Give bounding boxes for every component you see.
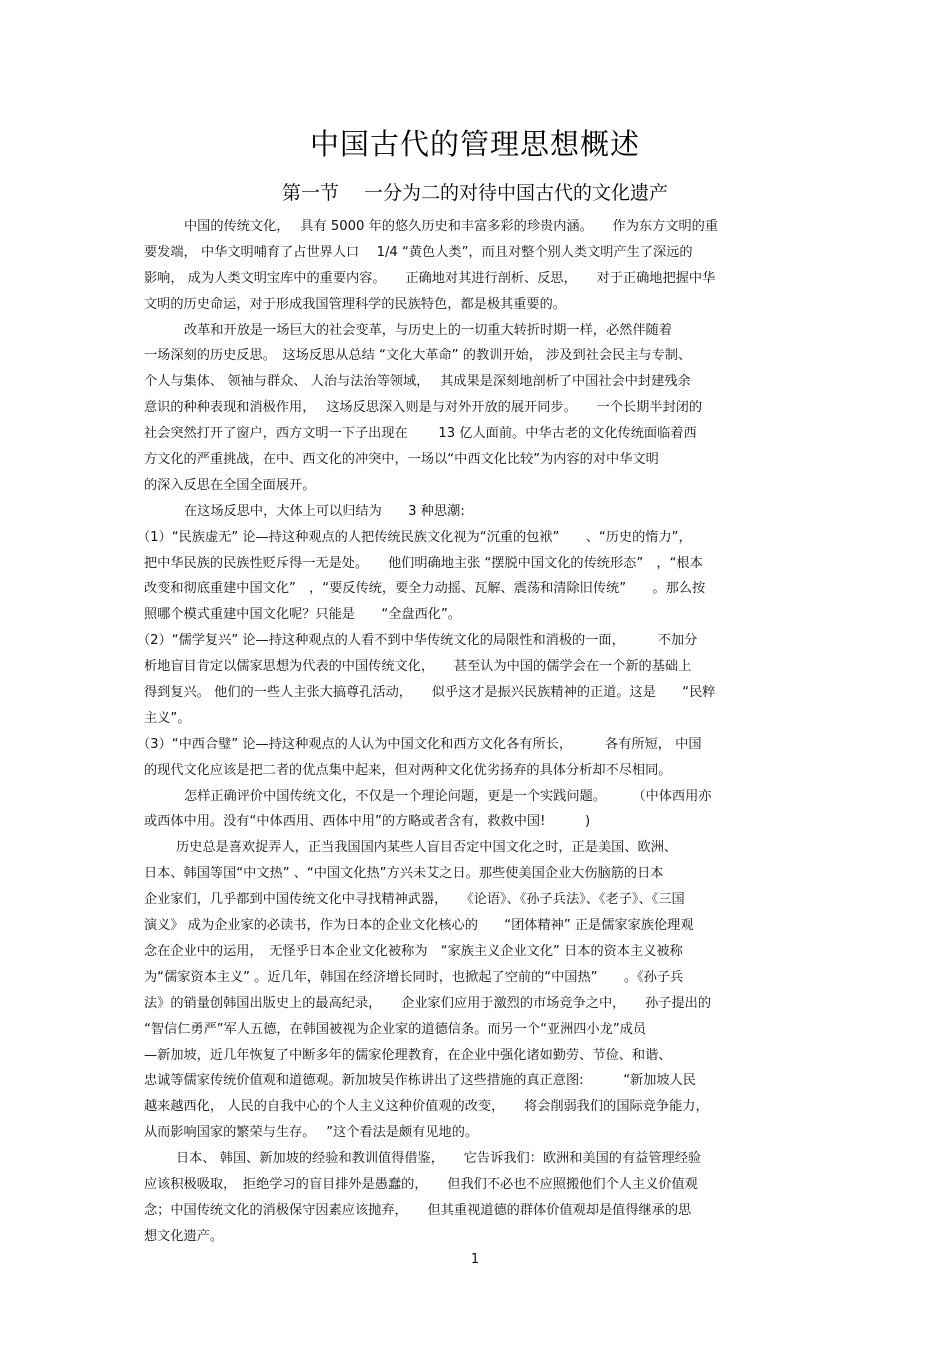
text-line: 中国的传统文化， 具有 5000 年的悠久历史和丰富多彩的珍贵内涵。 作为东方文明的重 — [184, 219, 719, 234]
text-line: 析地盲目肯定以儒家思想为代表的中国传统文化， 甚至认为中国的儒学会在一个新的基础上 — [144, 659, 692, 675]
text-line: 得到复兴。 他们的一些人主张大搞尊孔活动， 似乎这才是振兴民族精神的正道。这是 “民粹 — [144, 685, 716, 701]
text-line: 或西体中用。没有“中体西用、西体中用”的方略或者含有，救救中国! ) — [144, 814, 591, 830]
text-line: 从而影响国家的繁荣与生存。 ”这个看法是颇有见地的。 — [144, 1125, 479, 1141]
text-line: 为“儒家资本主义” 。近几年，韩国在经济增长同时，也掀起了空前的“中国热” 。《孙子兵 — [144, 969, 684, 985]
text-line: 照哪个模式重建中国文化呢？只能是 “全盘西化”。 — [144, 607, 461, 623]
text-line: 的深入反思在全国全面展开。 — [144, 477, 316, 493]
text-line: 社会突然打开了窗户，西方文明一下子出现在 13 亿人面前。中华古老的文化传统面临着西 — [144, 426, 697, 442]
text-line: 法》的销量创韩国出版史上的最高纪录， 企业家们应用于激烈的市场竞争之中， 孙子提出的 — [144, 995, 712, 1011]
text-line: 改变和彻底重建中国文化” ，“要反传统，要全力动摇、瓦解、震荡和清除旧传统” 。那么按 — [144, 581, 706, 597]
text-line: 改革和开放是一场巨大的社会变革，与历史上的一切重大转折时期一样，必然伴随着 — [184, 322, 672, 338]
text-line: （1）“民族虚无” 论—持这种观点的人把传统民族文化视为“沉重的包袱” 、“历史的惰力”， — [137, 529, 692, 545]
text-line: 方文化的严重挑战，在中、西文化的冲突中，一场以“中西文化比较”为内容的对中华文明 — [144, 452, 659, 468]
text-line: 影响， 成为人类文明宝库中的重要内容。 正确地对其进行剖析、反思， 对于正确地把握中华 — [144, 270, 716, 286]
text-line: —新加坡，近几年恢复了中断多年的儒家伦理教育，在企业中强化诸如勤劳、节俭、和谐、 — [144, 1047, 672, 1063]
text-line: 忠诚等儒家传统价值观和道德观。新加坡吴作栋讲出了这些措施的真正意图: “新加坡人民 — [144, 1073, 696, 1089]
text-line: 日本、韩国等国“中文热” 、“中国文化热”方兴未艾之日。那些使美国企业大伤脑筋的日本 — [144, 866, 664, 882]
text-line: （3）“中西合璧” 论—持这种观点的人认为中国文化和西方文化各有所长， 各有所短， 中国 — [137, 736, 702, 752]
text-line: 个人与集体、 领袖与群众、 人治与法治等领域， 其成果是深刻地剖析了中国社会中封建残余 — [144, 374, 691, 390]
text-line: 企业家们，几乎都到中国传统文化中寻找精神武器， 《论语》、《孙子兵法》、《老子》、《三国 — [144, 892, 685, 908]
section-heading: 第一节 一分为二的对待中国古代的文化遗产 — [281, 182, 669, 204]
text-line: 越来越西化， 人民的自我中心的个人主义这种价值观的改变， 将会削弱我们的国际竞争能力， — [144, 1099, 709, 1115]
body-text — [137, 214, 804, 1250]
text-line: 应该积极吸取， 拒绝学习的盲目排外是愚蠢的， 但我们不必也不应照搬他们个人主义价值观 — [144, 1176, 698, 1192]
document-title: 中国古代的管理思想概述 — [309, 127, 640, 161]
text-line: 文明的历史命运，对于形成我国管理科学的民族特色，都是极其重要的。 — [144, 296, 566, 312]
text-line: 怎样正确评价中国传统文化，不仅是一个理论问题，更是一个实践问题。 （中体西用亦 — [184, 788, 712, 804]
text-line: 主义”。 — [144, 710, 191, 726]
text-line: 念；中国传统文化的消极保守因素应该抛弃， 但其重视道德的群体价值观却是值得继承的思 — [144, 1202, 692, 1218]
text-line: “智信仁勇严”军人五德，在韩国被视为企业家的道德信条。而另一个“亚洲四小龙”成员 — [144, 1021, 647, 1037]
text-line: 意识的种种表现和消极作用， 这场反思深入则是与对外开放的展开同步。 一个长期半封闭的 — [144, 400, 703, 416]
text-line: 一场深刻的历史反思。 这场反思从总结 “文化大革命” 的教训开始， 涉及到社会民主与专制、 — [144, 348, 692, 364]
text-line: （2）“儒学复兴” 论—持这种观点的人看不到中华传统文化的局限性和消极的一面， 不加分 — [137, 633, 698, 649]
page-number: 1 — [470, 1252, 480, 1267]
text-line: 念在企业中的运用， 无怪乎日本企业文化被称为 “家族主义企业文化” 日本的资本主义被称 — [144, 943, 683, 959]
text-line: 要发端， 中华文明哺育了占世界人口 1/4 “黄色人类”，而且对整个别人类文明产生了深远的 — [144, 244, 693, 260]
text-line: 日本、 韩国、新加坡的经验和教训值得借鉴， 它告诉我们：欧洲和美国的有益管理经验 — [176, 1151, 702, 1167]
text-line: 想文化遗产。 — [144, 1228, 224, 1244]
text-line: 在这场反思中，大体上可以归结为 3 种思潮: — [184, 503, 465, 519]
text-line: 的现代文化应该是把二者的优点集中起来，但对两种文化优劣扬弃的具体分析却不尽相同。 — [144, 762, 672, 778]
text-line: 历史总是喜欢捉弄人，正当我国国内某些人盲目否定中国文化之时，正是美国、欧洲、 — [176, 840, 678, 856]
text-line: 把中华民族的民族性贬斥得一无是处。 他们明确地主张 “摆脱中国文化的传统形态” ，“根本 — [144, 555, 703, 571]
text-line: 演义》 成为企业家的必读书，作为日本的企业文化核心的 “团体精神” 正是儒家家族伦理观 — [144, 918, 694, 934]
